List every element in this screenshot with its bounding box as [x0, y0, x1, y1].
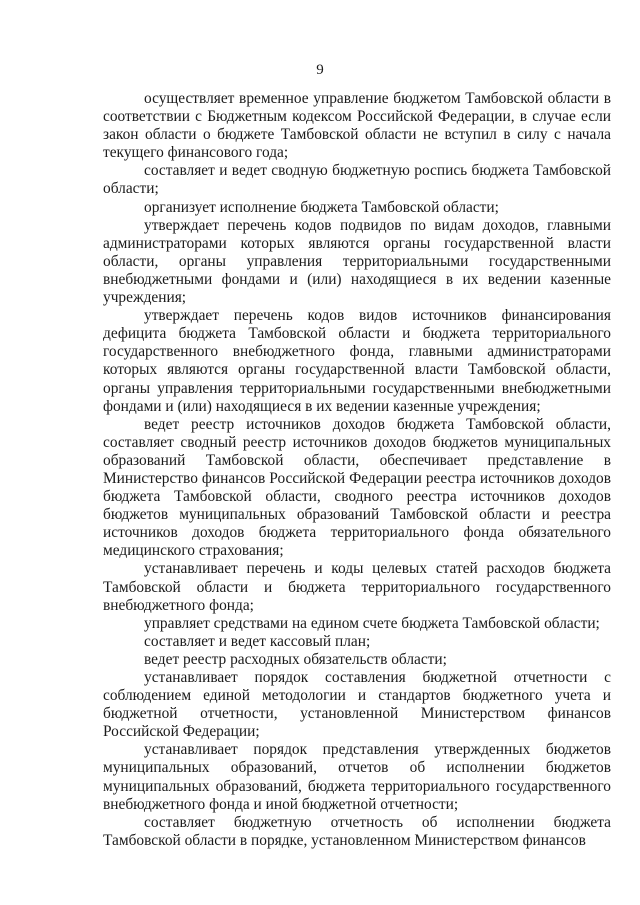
- paragraph: управляет средствами на едином счете бюджета Тамбовской области;: [144, 614, 600, 632]
- paragraph: осуществляет временное управление бюджетом Тамбовской области в соответствии с Бюджетным кодексом Российской Федерации, в случае если закон области о бюджете Тамбовской области не вступил в силу с начала текущего финансового года;: [103, 90, 611, 162]
- paragraph: утверждает перечень кодов видов источников финансирования дефицита бюджета Тамбовской области и бюджета территориального государственного внебюджетного фонда, главными администраторами которых являются органы государственной власти Тамбовской области, органы управления территориальными государственными внебюджетными фондами и (или) находящиеся в их ведении казенные учреждения;: [103, 307, 611, 415]
- paragraph: ведет реестр расходных обязательств области;: [144, 650, 447, 668]
- paragraph: составляет и ведет сводную бюджетную роспись бюджета Тамбовской области;: [103, 162, 611, 198]
- paragraph: устанавливает порядок представления утвержденных бюджетов муниципальных образований, отчетов об исполнении бюджетов муниципальных образований, бюджета территориального государственного внебюджетного фонда и иной бюджетной отчетности;: [103, 741, 611, 813]
- document-body: [103, 90, 611, 850]
- page-number: 9: [316, 62, 324, 78]
- paragraph: составляет бюджетную отчетность об исполнении бюджета Тамбовской области в порядке, установленном Министерством финансов: [103, 813, 611, 849]
- paragraph: устанавливает порядок составления бюджетной отчетности с соблюдением единой методологии и стандартов бюджетного учета и бюджетной отчетности, установленной Министерством финансов Российской Федерации;: [103, 669, 611, 741]
- paragraph: утверждает перечень кодов подвидов по видам доходов, главными администраторами которых являются органы государственной власти области, органы управления территориальными государственными внебюджетными фондами и (или) находящиеся в их ведении казенные учреждения;: [103, 216, 611, 307]
- paragraph: устанавливает перечень и коды целевых статей расходов бюджета Тамбовской области и бюджета территориального государственного внебюджетного фонда;: [103, 560, 611, 614]
- paragraph: ведет реестр источников доходов бюджета Тамбовской области, составляет сводный реестр источников доходов бюджетов муниципальных образований Тамбовской области, обеспечивает представление в Министерство финансов Российской Федерации реестра источников доходов бюджета Тамбовской области, сводного реестра источников доходов бюджетов муниципальных образований Тамбовской области и реестра источников доходов бюджета территориального фонда обязательного медицинского страхования;: [103, 415, 611, 560]
- paragraph: организует исполнение бюджета Тамбовской области;: [144, 198, 499, 216]
- paragraph: составляет и ведет кассовый план;: [144, 632, 371, 650]
